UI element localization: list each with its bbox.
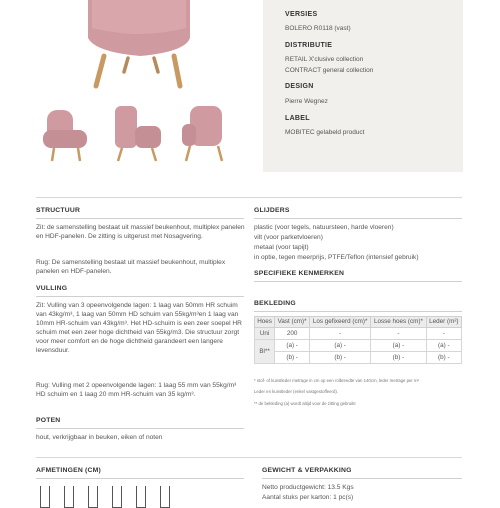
bekleding-note-3: ** de bekleding (a) wordt altijd voor de zitting gebruikt [254, 401, 356, 406]
bekleding-table [254, 316, 462, 364]
distributie-value-2: CONTRACT general collection [285, 67, 374, 74]
table-row-header: Bl** [255, 340, 275, 364]
design-value: Pierre Wegnez [285, 98, 328, 105]
versies-label: VERSIES [285, 11, 318, 18]
table-header: Losse hoes (cm)* [371, 317, 426, 328]
top-divider [36, 197, 462, 198]
dimension-icon [40, 486, 50, 508]
divider [254, 218, 462, 219]
versies-value: BOLERO R0118 (vast) [285, 25, 351, 32]
structuur-heading: STRUCTUUR [36, 207, 81, 214]
table-header: Los gefixeerd (cm)* [310, 317, 371, 328]
thumbnail-back [182, 106, 222, 161]
afmetingen-heading: AFMETINGEN (CM) [36, 467, 101, 474]
label-value: MOBITEC gelabeld product [285, 129, 365, 136]
product-thumbnails [40, 100, 260, 170]
table-cell: (a) - [310, 340, 371, 352]
table-header: Vast (cm)* [275, 317, 310, 328]
divider [254, 281, 462, 282]
table-cell: 200 [275, 328, 310, 340]
poten-heading: POTEN [36, 417, 61, 424]
gewicht-line-2: Aantal stuks per karton: 1 pc(s) [262, 494, 354, 501]
design-label: DESIGN [285, 83, 314, 90]
vulling-heading: VULLING [36, 285, 68, 292]
table-cell: (a) - [426, 340, 461, 352]
bottom-divider [36, 457, 462, 458]
info-panel [263, 0, 463, 172]
divider [36, 428, 244, 429]
divider [36, 296, 244, 297]
glijders-line-4: in optie, tegen meerprijs, PTFE/Teflon (intensief gebruik) [254, 254, 419, 261]
glijders-line-2: vilt (voor parketvloeren) [254, 234, 323, 241]
structuur-text-1: Zit: de samenstelling bestaat uit massief beukenhout, multiplex panelen en HDF-panelen. De zitting is uitgerust met Nosagvering. [36, 224, 245, 240]
table-header: Hoes [255, 317, 275, 328]
vulling-text-1: Zit: Vulling van 3 opeenvolgende lagen: 1 laag van 50mm HR schuim van 43kg/m³, 1 laag van 50mm HD schuim van 55kg/m³en 1 laag van 10mm HR-schuim van 43kg/m³. Het HD-schuim is een zeer soepel HR schuim met een zeer hoge dichtheid van 55kg/m3. Die structuur zorgt voor meer comfort en de hoge dichtheid garandeert een langere levensduur. [36, 302, 242, 354]
table-row [255, 328, 462, 340]
table-cell: (b) - [371, 352, 426, 364]
table-row-header: Uni [255, 328, 275, 340]
table-cell: (b) - [310, 352, 371, 364]
bekleding-heading: BEKLEDING [254, 300, 296, 307]
table-cell: - [310, 328, 371, 340]
divider [36, 218, 244, 219]
table-cell: (a) - [275, 340, 310, 352]
table-cell: (a) - [371, 340, 426, 352]
gewicht-heading: GEWICHT & VERPAKKING [262, 467, 352, 474]
thumbnail-front [43, 110, 87, 161]
structuur-text-2: Rug: De samenstelling bestaat uit massief beukenhout, multiplex panelen en HDF-panelen. [36, 259, 226, 275]
product-image-area [0, 0, 260, 190]
dimension-icon [136, 486, 146, 508]
vulling-text-2: Rug: Vulling met 2 opeenvolgende lagen: 1 laag 55 mm van 55kg/m³ HD schuim en 1 laag 20 mm HR-schuim van 35 kg/m³. [36, 382, 237, 398]
glijders-line-1: plastic (voor tegels, natuursteen, harde vloeren) [254, 224, 394, 231]
table-row [255, 340, 462, 352]
divider [36, 478, 244, 479]
dimension-icon [112, 486, 122, 508]
dimension-icon [64, 486, 74, 508]
dimension-icon [88, 486, 98, 508]
bekleding-note-1: * stof- of kunstleder metrage in cm op een rolbreedte van 140cm, leder metrage per m² [254, 378, 420, 383]
table-cell: - [426, 328, 461, 340]
glijders-line-3: metaal (voor tapijt) [254, 244, 309, 251]
table-cell: (b) - [275, 352, 310, 364]
gewicht-line-1: Netto productgewicht: 13.5 Kgs [262, 484, 354, 491]
poten-text: hout, verkrijgbaar in beuken, eiken of noten [36, 434, 163, 441]
dimension-icon [160, 486, 170, 508]
table-header-row [255, 317, 462, 328]
table-cell: - [371, 328, 426, 340]
kenmerken-heading: SPECIFIEKE KENMERKEN [254, 270, 345, 277]
distributie-value-1: RETAIL X'clusive collection [285, 56, 364, 63]
bekleding-note-2: Leder en kunstleder (enkel vastgestoffeerd). [254, 389, 338, 394]
divider [262, 478, 462, 479]
table-row [255, 352, 462, 364]
label-label: LABEL [285, 115, 310, 122]
divider [254, 311, 462, 312]
table-header: Leder (m²) [426, 317, 461, 328]
table-cell: (b) - [426, 352, 461, 364]
distributie-label: DISTRIBUTIE [285, 42, 333, 49]
glijders-heading: GLIJDERS [254, 207, 290, 214]
thumbnail-side [115, 106, 161, 161]
